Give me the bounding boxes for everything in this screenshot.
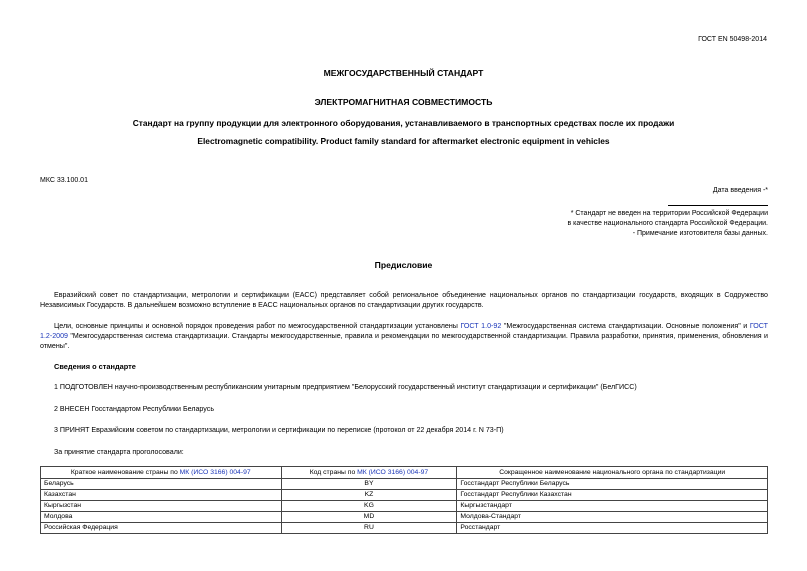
standard-title-en: Electromagnetic compatibility. Product family standard for aftermarket electronic equipment in vehicles [197, 136, 610, 146]
voting-countries-table [40, 466, 768, 534]
column-header-country [41, 467, 282, 479]
country-cell: Российская Федерация [41, 523, 282, 534]
column-header-code [281, 467, 457, 479]
table-row [41, 490, 768, 501]
table-header-row [41, 467, 768, 479]
info-item-introduced: 2 ВНЕСЕН Госстандартом Республики Беларусь [54, 405, 215, 413]
header-text: Краткое наименование страны по [70, 468, 180, 476]
table-row [41, 479, 768, 490]
paragraph-text: Цели, основные принципы и основной порядок проведения работ по межгосударственной стандартизации установлены [54, 322, 461, 330]
code-cell: KG [281, 501, 457, 512]
mks-code: МКС 33.100.01 [40, 177, 88, 184]
mk-iso-3166-link[interactable]: МК (ИСО 3166) 004-97 [357, 468, 429, 476]
footnote [448, 209, 768, 239]
standard-type-title: МЕЖГОСУДАРСТВЕННЫЙ СТАНДАРТ [323, 68, 484, 78]
info-item-prepared: 1 ПОДГОТОВЛЕН научно-производственным республиканским унитарным предприятием "Белорусский государственный институт стандартизации и сертификации" (БелГИСС) [54, 383, 637, 391]
table-row [41, 501, 768, 512]
paragraph-text: "Межгосударственная система стандартизации. Стандарты межгосударственные, правила и рекомендации по межгосударственной стандартизации. Правила разработки, принятия, применения, обновления и отмены". [40, 332, 768, 350]
voted-for-label: За принятие стандарта проголосовали: [54, 448, 184, 456]
country-cell: Казахстан [41, 490, 282, 501]
body-cell: Росстандарт [457, 523, 768, 534]
standard-subject-title: ЭЛЕКТРОМАГНИТНАЯ СОВМЕСТИМОСТЬ [314, 97, 493, 107]
country-cell: Беларусь [41, 479, 282, 490]
footnote-line: в качестве национального стандарта Российской Федерации. [567, 220, 768, 227]
column-header-body: Сокращенное наименование национального органа по стандартизации [457, 467, 768, 479]
body-cell: Госстандарт Республики Беларусь [457, 479, 768, 490]
gost-1-0-92-link[interactable]: ГОСТ 1.0-92 [460, 322, 502, 330]
standard-title-ru: Стандарт на группу продукции для электронного оборудования, устанавливаемого в транспортных средствах после их продажи [132, 118, 675, 128]
country-cell: Кыргызстан [41, 501, 282, 512]
footnote-line: * Стандарт не введен на территории Российской Федерации [570, 210, 768, 217]
body-cell: Госстандарт Республики Казахстан [457, 490, 768, 501]
footnote-divider [668, 205, 768, 206]
preface-heading: Предисловие [374, 260, 433, 270]
code-cell: MD [281, 512, 457, 523]
code-cell: BY [281, 479, 457, 490]
country-cell: Молдова [41, 512, 282, 523]
table-row [41, 523, 768, 534]
paragraph-text: "Межгосударственная система стандартизации. Основные положения" и [501, 322, 750, 330]
gost-1-2-2009-link[interactable]: ГОСТ 1.2-2009 [40, 322, 768, 340]
preface-paragraph-2 [40, 321, 768, 351]
document-code: ГОСТ EN 50498-2014 [698, 36, 767, 43]
preface-paragraph-1: Евразийский совет по стандартизации, метрологии и сертификации (ЕАСС) представляет собой региональное объединение национальных органов по стандартизации государств, входящих в Содружество Независимых Государств. В дальнейшем возможно вступление в ЕАСС национальных органов по стандартизации других государств. [40, 291, 768, 309]
code-cell: RU [281, 523, 457, 534]
code-cell: KZ [281, 490, 457, 501]
standard-info-heading: Сведения о стандарте [54, 362, 136, 371]
footnote-line: - Примечание изготовителя базы данных. [632, 230, 768, 237]
info-item-adopted: 3 ПРИНЯТ Евразийским советом по стандартизации, метрологии и сертификации по переписке (протокол от 22 декабря 2014 г. N 73-П) [54, 426, 504, 434]
date-of-introduction: Дата введения -* [712, 187, 768, 194]
header-text: Код страны по [309, 468, 358, 476]
body-cell: Кыргызстандарт [457, 501, 768, 512]
body-cell: Молдова-Стандарт [457, 512, 768, 523]
mk-iso-3166-link[interactable]: МК (ИСО 3166) 004-97 [179, 468, 251, 476]
table-row [41, 512, 768, 523]
